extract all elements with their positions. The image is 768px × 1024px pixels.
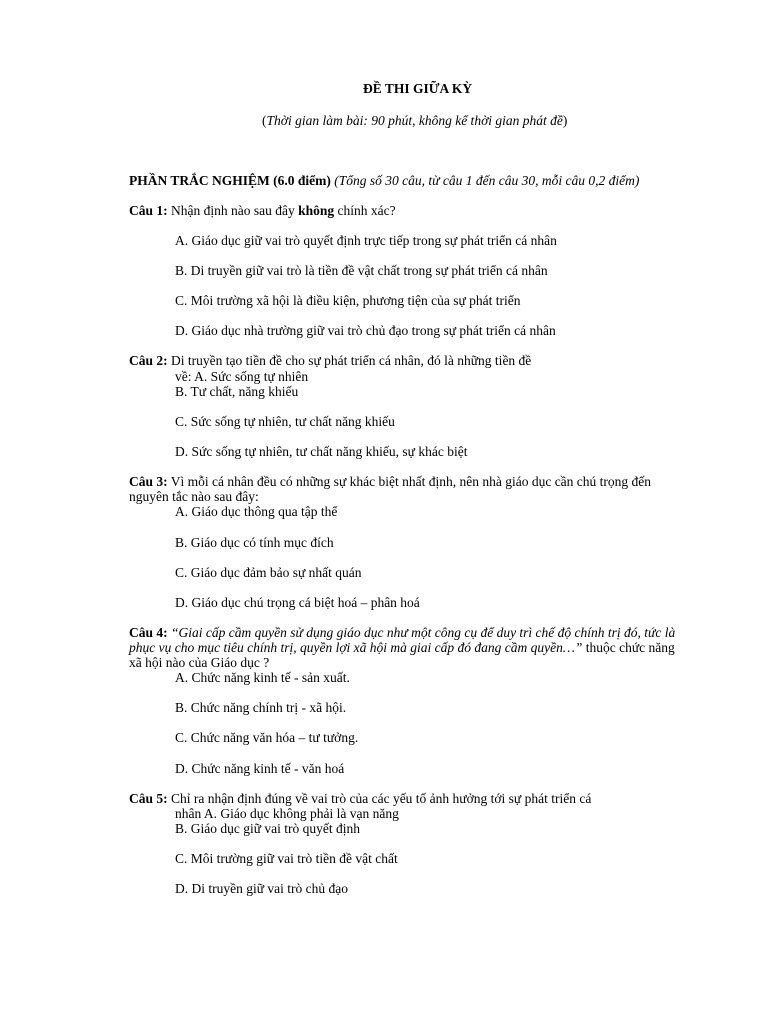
q2-option-d: D. Sức sống tự nhiên, tư chất năng khiếu, sự khác biệt xyxy=(175,444,468,459)
q1-option-d: D. Giáo dục nhà trường giữ vai trò chủ đạo trong sự phát triển cá nhân xyxy=(175,323,556,338)
q3-option-d: D. Giáo dục chú trọng cá biệt hoá – phân hoá xyxy=(175,595,420,610)
q3-option-b: B. Giáo dục có tính mục đích xyxy=(175,535,334,550)
q5-option-c: C. Môi trường giữ vai trò tiền đề vật chất xyxy=(175,851,398,866)
q1-option-c: C. Môi trường xã hội là điều kiện, phương tiện của sự phát triển xyxy=(175,293,521,308)
q5-line2: nhân A. Giáo dục không phải là vạn năng xyxy=(175,806,399,821)
q1-option-b: B. Di truyền giữ vai trò là tiền đề vật chất trong sự phát triển cá nhân xyxy=(175,263,548,278)
q2-line2: về: A. Sức sống tự nhiên xyxy=(175,369,309,384)
question-4: Câu 4: “Giai cấp cầm quyền sử dụng giáo dục như một công cụ để duy trì chế độ chính trị đó, tức là xyxy=(129,625,676,640)
q5-option-d: D. Di truyền giữ vai trò chủ đạo xyxy=(175,881,349,896)
q2-option-b: B. Tư chất, năng khiếu xyxy=(175,384,299,399)
q3-line2: nguyên tắc nào sau đây: xyxy=(129,489,259,504)
q2-option-c: C. Sức sống tự nhiên, tư chất năng khiếu xyxy=(175,414,395,429)
exam-time-note: (Thời gian làm bài: 90 phút, không kể thời gian phát đề) xyxy=(262,113,568,128)
q4-option-a: A. Chức năng kinh tế - sản xuất. xyxy=(175,670,350,685)
q1-option-a: A. Giáo dục giữ vai trò quyết định trực tiếp trong sự phát triển cá nhân xyxy=(175,233,557,248)
q4-option-d: D. Chức năng kinh tế - văn hoá xyxy=(175,761,345,776)
question-2: Câu 2: Di truyền tạo tiền đề cho sự phát triển cá nhân, đó là những tiền đề xyxy=(129,353,532,368)
question-1: Câu 1: Nhận định nào sau đây không chính xác? xyxy=(129,203,396,218)
q3-option-a: A. Giáo dục thông qua tập thể xyxy=(175,504,338,519)
q5-option-b: B. Giáo dục giữ vai trò quyết định xyxy=(175,821,361,836)
q4-option-c: C. Chức năng văn hóa – tư tưởng. xyxy=(175,730,359,745)
q4-line2: phục vụ cho mục tiêu chính trị, quyền lợi xã hội mà giai cấp đó đang cầm quyền…” thuộc chức năng xyxy=(129,640,675,655)
section-heading: PHẦN TRẮC NGHIỆM (6.0 điểm) (Tổng số 30 câu, từ câu 1 đến câu 30, mỗi câu 0,2 điểm) xyxy=(129,173,640,188)
q3-option-c: C. Giáo dục đảm bảo sự nhất quán xyxy=(175,565,362,580)
exam-title: ĐỀ THI GIỮA KỲ xyxy=(363,81,473,96)
question-3: Câu 3: Vì mỗi cá nhân đều có những sự khác biệt nhất định, nên nhà giáo dục cần chú trọng đến xyxy=(129,474,652,489)
q4-option-b: B. Chức năng chính trị - xã hội. xyxy=(175,700,347,715)
question-5: Câu 5: Chỉ ra nhận định đúng về vai trò của các yếu tố ảnh hưởng tới sự phát triển cá xyxy=(129,791,592,806)
q4-line3: xã hội nào của Giáo dục ? xyxy=(129,655,270,670)
